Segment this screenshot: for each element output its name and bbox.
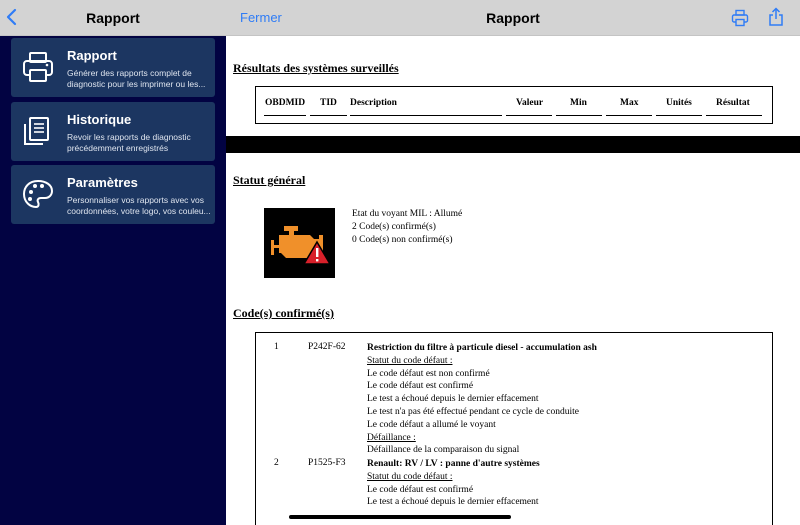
card-parametres[interactable] — [11, 165, 215, 224]
column-header: Description — [350, 98, 397, 108]
code-id: P242F-62 — [308, 342, 346, 352]
results-title: Résultats des systèmes surveillés — [233, 61, 399, 75]
card-title: Rapport — [67, 48, 117, 63]
page-title: Rapport — [486, 10, 540, 26]
status-item: Le test a échoué depuis le dernier effacement — [367, 394, 539, 405]
status-details — [352, 208, 462, 247]
code-id: P1525-F3 — [308, 458, 346, 468]
sidebar — [0, 0, 226, 525]
code-details — [367, 342, 597, 457]
column-header: Unités — [666, 98, 692, 108]
unconfirmed-count: 0 Code(s) non confirmé(s) — [352, 235, 453, 245]
header-rule — [350, 115, 502, 116]
share-icon[interactable] — [768, 7, 784, 27]
sidebar-header — [0, 0, 226, 36]
palette-icon — [21, 177, 55, 211]
home-indicator[interactable] — [289, 515, 511, 519]
confirmed-count: 2 Code(s) confirmé(s) — [352, 222, 436, 232]
card-title: Paramètres — [67, 175, 138, 190]
status-title: Statut général — [233, 173, 306, 187]
main-header — [226, 0, 800, 36]
close-button[interactable]: Fermer — [240, 10, 282, 25]
column-header: Max — [620, 98, 639, 108]
card-historique[interactable] — [11, 102, 215, 161]
column-header: Résultat — [716, 98, 750, 108]
documents-icon — [21, 114, 55, 148]
column-header: Valeur — [516, 98, 544, 108]
sidebar-title: Rapport — [86, 10, 140, 26]
status-item: Le code défaut est confirmé — [367, 484, 474, 495]
code-title: Renault: RV / LV : panne d'autre systèmes — [367, 459, 540, 469]
section-divider — [226, 136, 800, 153]
status-item: Le test n'a pas été effectué pendant ce cycle de conduite — [367, 406, 580, 417]
code-details — [367, 458, 540, 509]
printer-icon — [21, 50, 55, 84]
column-header: TID — [320, 98, 337, 108]
status-item: Le test a échoué depuis le dernier effacement — [367, 497, 539, 508]
column-header: OBDMID — [265, 98, 306, 108]
results-table — [255, 86, 773, 124]
header-rule — [556, 115, 602, 116]
card-description: Générer des rapports complet de diagnostic pour les imprimer ou les... — [67, 68, 206, 89]
status-item: Le code défaut est non confirmé — [367, 368, 490, 379]
codes-list — [255, 332, 773, 525]
check-engine-warning-icon — [264, 208, 335, 278]
header-rule — [506, 115, 552, 116]
failure-item: Défaillance de la comparaison du signal — [367, 445, 520, 456]
card-title: Historique — [67, 112, 132, 127]
code-index: 2 — [274, 458, 279, 468]
status-label: Statut du code défaut : — [367, 471, 453, 482]
report-view[interactable] — [226, 36, 800, 525]
header-rule — [656, 115, 702, 116]
header-rule — [264, 115, 306, 116]
status-label: Statut du code défaut : — [367, 355, 453, 366]
column-header: Min — [570, 98, 587, 108]
mil-status: Etat du voyant MIL : Allumé — [352, 209, 463, 219]
code-index: 1 — [274, 342, 279, 352]
codes-title: Code(s) confirmé(s) — [233, 306, 334, 320]
print-icon[interactable] — [731, 9, 749, 27]
failure-label: Défaillance : — [367, 432, 416, 443]
header-rule — [310, 115, 347, 116]
status-item: Le code défaut est confirmé — [367, 381, 474, 392]
code-title: Restriction du filtre à particule diesel - accumulation ash — [367, 343, 597, 353]
header-rule — [706, 115, 762, 116]
card-description: Revoir les rapports de diagnostic précédemment enregistrés — [67, 132, 191, 153]
card-rapport[interactable] — [11, 38, 215, 97]
card-description: Personnaliser vos rapports avec vos coordonnées, votre logo, vos couleu... — [67, 195, 211, 216]
status-item: Le code défaut a allumé le voyant — [367, 419, 496, 430]
header-rule — [606, 115, 652, 116]
